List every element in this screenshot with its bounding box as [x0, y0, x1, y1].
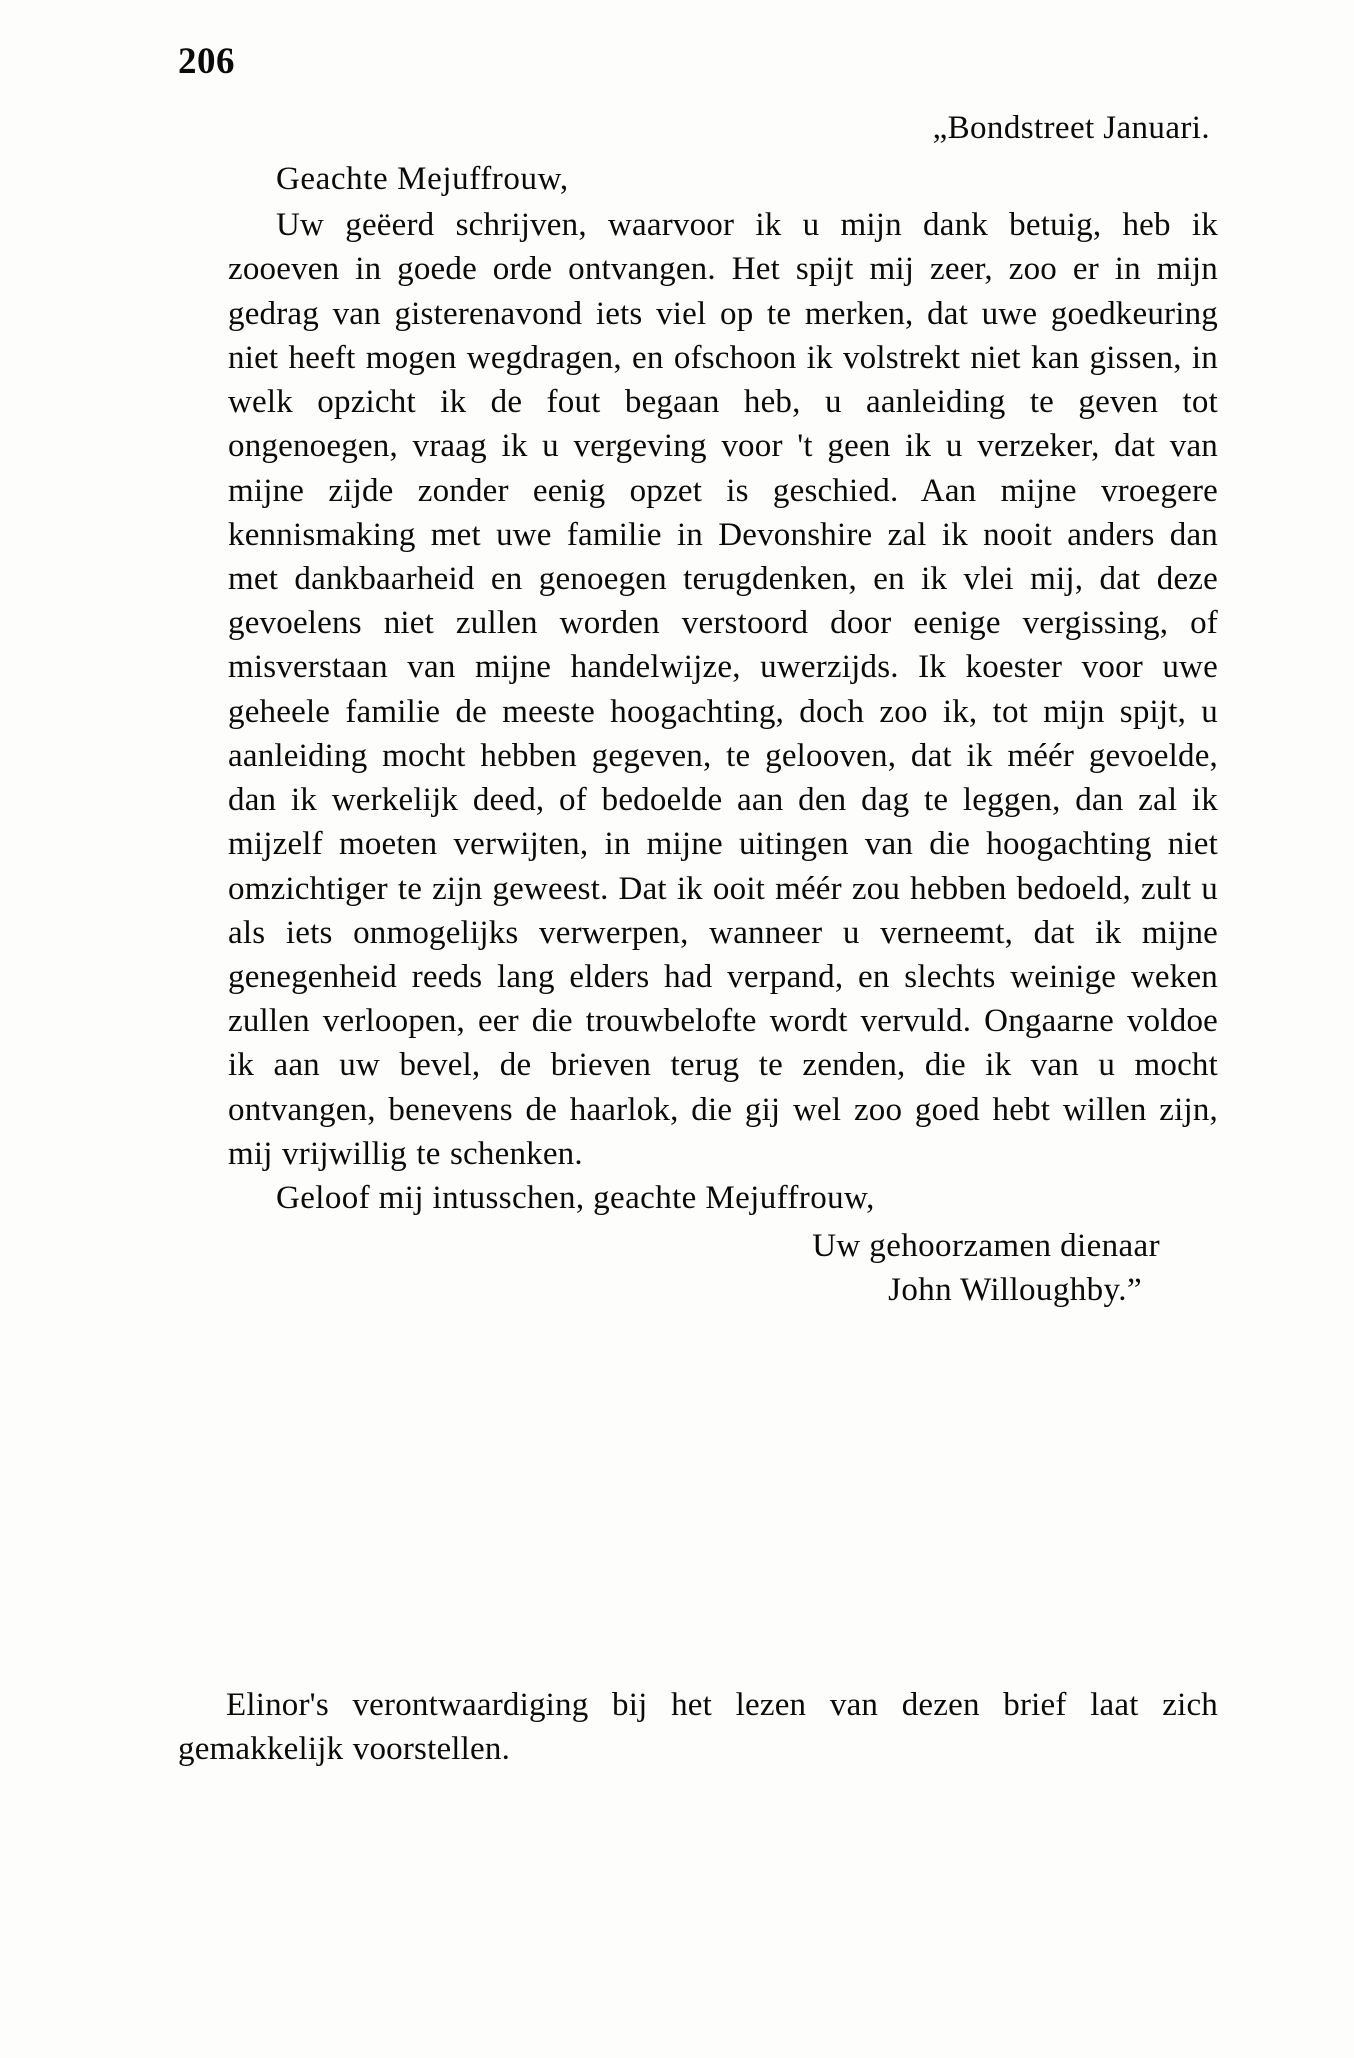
signature-valediction: Uw gehoorzamen dienaar: [812, 1228, 1160, 1265]
letter-signature: [228, 1224, 1218, 1312]
letter-block: [228, 110, 1218, 1313]
letter-body-paragraph: Uw geëerd schrijven, waarvoor ik u mijn dank betuig, heb ik zooeven in goede orde ontvangen. Het spijt mij zeer, zoo er in mijn gedrag van gisterenavond iets viel op te merken, dat uwe goedkeuring niet heeft mogen wegdragen, en ofschoon ik volstrekt niet kan gissen, in welk opzicht ik de fout begaan heb, u aanleiding te geven tot ongenoegen, vraag ik u vergeving voor 't geen ik u verzeker, dat van mijne zijde zonder eenig opzet is geschied. Aan mijne vroegere kennismaking met uwe familie in Devonshire zal ik nooit anders dan met dankbaarheid en genoegen terugdenken, en ik vlei mij, dat deze gevoelens niet zullen worden verstoord door eenige vergissing, of misverstaan van mijne handelwijze, uwerzijds. Ik koester voor uwe geheele familie de meeste hoogachting, doch zoo ik, tot mijn spijt, u aanleiding mocht hebben gegeven, te gelooven, dat ik méér gevoelde, dan ik werkelijk deed, of bedoelde aan den dag te leggen, dan zal ik mijzelf moeten verwijten, in mijne uitingen van die hoogachting niet omzichtiger te zijn geweest. Dat ik ooit méér zou hebben bedoeld, zult u als iets onmogelijks verwerpen, wanneer u verneemt, dat ik mijne genegenheid reeds lang elders had verpand, en slechts weinige weken zullen verloopen, eer die trouwbelofte wordt vervuld. Ongaarne voldoe ik aan uw bevel, de brieven terug te zenden, die ik van u mocht ontvangen, benevens de haarlok, die gij wel zoo goed hebt willen zijn, mij vrijwillig te schenken.: [228, 207, 1218, 1172]
signature-name: John Willoughby.”: [888, 1272, 1142, 1309]
letter-closing-line: Geloof mij intusschen, geachte Mejuffrouw,: [276, 1180, 875, 1217]
letter-dateline: „Bondstreet Januari.: [932, 110, 1210, 146]
letter-salutation: Geachte Mejuffrouw,: [276, 161, 569, 197]
closing-narrative-paragraph: Elinor's verontwaardiging bij het lezen van dezen brief laat zich gemakkelijk voorstellen.: [178, 1687, 1218, 1768]
page-number: 206: [178, 41, 235, 82]
